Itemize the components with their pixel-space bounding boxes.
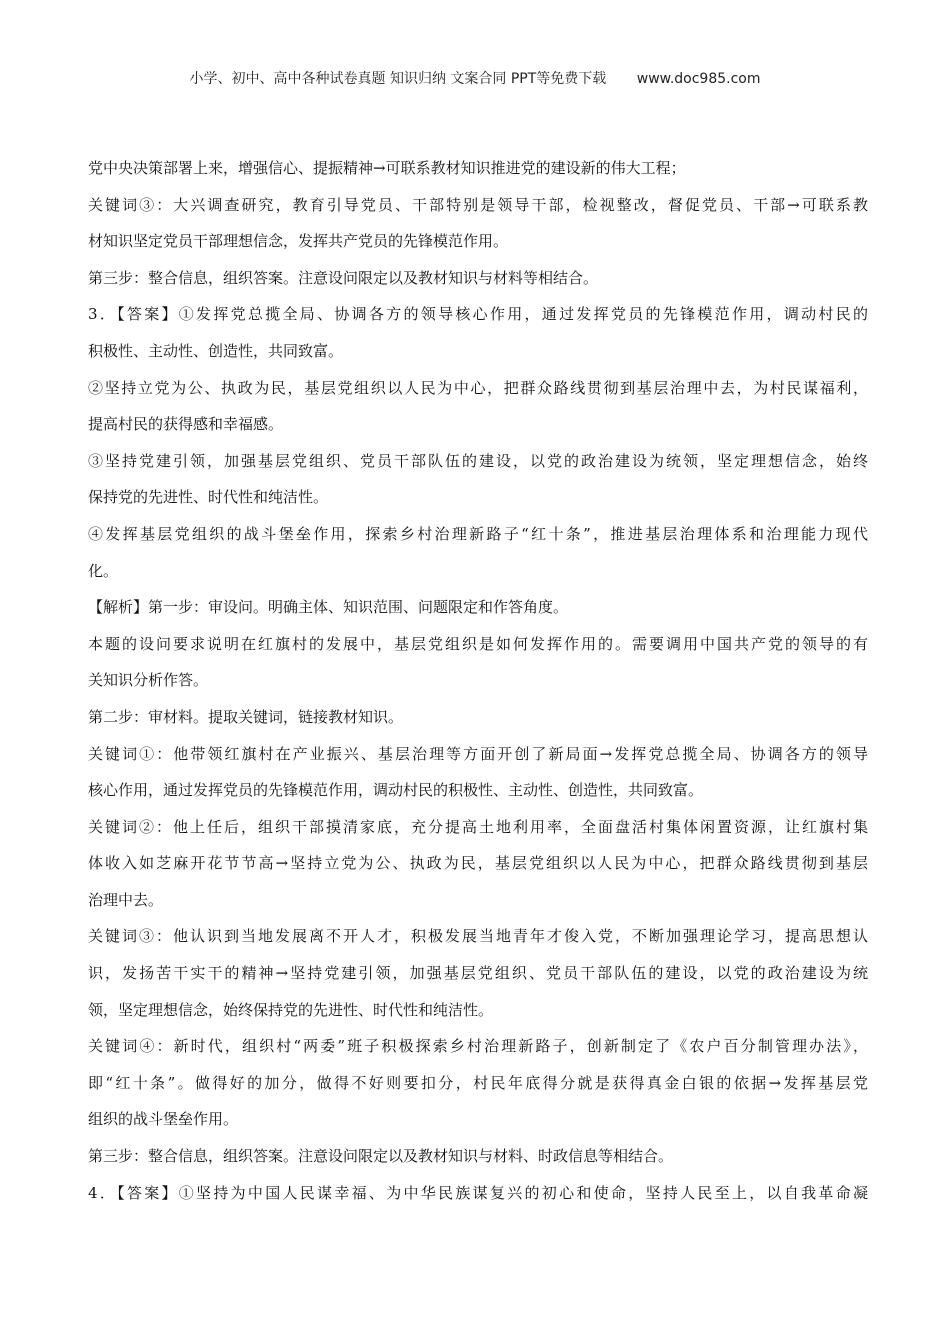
text-line: 保持党的先进性、时代性和纯洁性。 [88, 488, 329, 507]
text-line: 提高村民的获得感和幸福感。 [88, 415, 284, 434]
text-line: 本题的设问要求说明在红旗村的发展中，基层党组织是如何发挥作用的。需要调用中国共产党的领导的有 [88, 634, 868, 653]
header-text: 小学、初中、高中各种试卷真题 知识归纳 文案合同 PPT等免费下载 [189, 71, 607, 87]
text-line: 材知识坚定党员干部理想信念，发挥共产党员的先锋模范作用。 [88, 232, 509, 251]
analysis-heading-line: 【解析】第一步：审设问。明确主体、知识范围、问题限定和作答角度。 [88, 598, 569, 617]
text-line: 组织的战斗堡垒作用。 [88, 1110, 239, 1129]
text-line: 第三步：整合信息，组织答案。注意设问限定以及教材知识与材料、时政信息等相结合。 [88, 1147, 674, 1166]
page-header [0, 68, 950, 88]
text-line: 关知识分析作答。 [88, 671, 209, 690]
text-line: 关键词④：新时代，组织村“两委”班子积极探索乡村治理新路子，创新制定了《农户百分制管理办法》， [88, 1037, 868, 1056]
text-line: 关键词③：大兴调查研究，教育引导党员、干部特别是领导干部，检视整改，督促党员、干部→可联系教 [88, 195, 868, 214]
text-line: 即“红十条”。做得好的加分，做得不好则要扣分，村民年底得分就是获得真金白银的依据→发挥基层党 [88, 1073, 868, 1092]
text-line: ②坚持立党为公、执政为民，基层党组织以人民为中心，把群众路线贯彻到基层治理中去，为村民谋福利， [88, 378, 868, 397]
text-line: 化。 [88, 561, 119, 580]
text-line: 体收入如芝麻开花节节高→坚持立党为公、执政为民，基层党组织以人民为中心，把群众路线贯彻到基层 [88, 854, 868, 873]
answer-3-line: 3．【答案】①发挥党总揽全局、协调各方的领导核心作用，通过发挥党员的先锋模范作用，调动村民的 [88, 305, 868, 324]
text-line: 积极性、主动性、创造性，共同致富。 [88, 341, 344, 360]
text-line: 第二步：审材料。提取关键词，链接教材知识。 [88, 707, 404, 726]
text-line: 关键词②：他上任后，组织干部摸清家底，充分提高土地利用率，全面盘活村集体闲置资源，让红旗村集 [88, 817, 868, 836]
text-line: 治理中去。 [88, 890, 164, 909]
text-line: 识，发扬苦干实干的精神→坚持党建引领，加强基层党组织、党员干部队伍的建设，以党的政治建设为统 [88, 964, 868, 983]
header-site-link[interactable]: www.doc985.com [636, 71, 761, 87]
answer-4-line: 4．【答案】①坚持为中国人民谋幸福、为中华民族谋复兴的初心和使命，坚持人民至上，以自我革命凝 [88, 1183, 868, 1202]
text-line: 党中央决策部署上来，增强信心、提振精神→可联系教材知识推进党的建设新的伟大工程； [88, 159, 686, 177]
text-line: 核心作用，通过发挥党员的先锋模范作用，调动村民的积极性、主动性、创造性，共同致富。 [88, 781, 704, 800]
text-line: ③坚持党建引领，加强基层党组织、党员干部队伍的建设，以党的政治建设为统领，坚定理想信念，始终 [88, 451, 868, 470]
text-line: 领，坚定理想信念，始终保持党的先进性、时代性和纯洁性。 [88, 1000, 494, 1019]
document-body [88, 150, 868, 1211]
text-line: 关键词①：他带领红旗村在产业振兴、基层治理等方面开创了新局面→发挥党总揽全局、协调各方的领导 [88, 744, 868, 763]
text-line: ④发挥基层党组织的战斗堡垒作用，探索乡村治理新路子“红十条”，推进基层治理体系和治理能力现代 [88, 524, 868, 543]
text-line: 第三步：整合信息，组织答案。注意设问限定以及教材知识与材料等相结合。 [88, 268, 599, 287]
text-line: 关键词③：他认识到当地发展离不开人才，积极发展当地青年才俊入党，不断加强理论学习，提高思想认 [88, 927, 868, 946]
